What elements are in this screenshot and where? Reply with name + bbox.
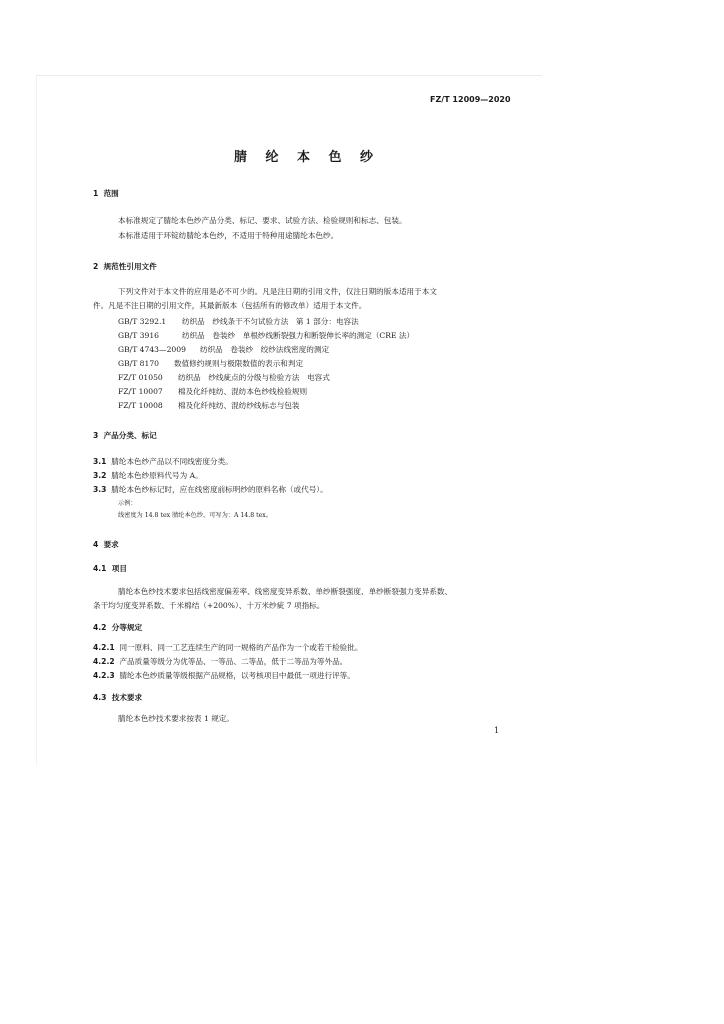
section-title: 范围 <box>103 189 119 198</box>
paragraph: 腈纶本色纱技术要求按表 1 规定。 <box>118 714 234 723</box>
section-2-heading <box>93 262 157 272</box>
clause-text: 腈纶本色纱原料代号为 A。 <box>111 471 203 480</box>
subsection-number: 4.3 <box>93 693 107 702</box>
reference-title: 棉及化纤纯纺、混纺纱线标志与包装 <box>178 401 300 410</box>
document-title: 腈 纶 本 色 纱 <box>233 150 381 165</box>
clause-number: 3.2 <box>93 471 107 480</box>
clause-number: 4.2.3 <box>93 671 115 680</box>
subsection-4-1-heading <box>93 564 127 574</box>
reference-code: FZ/T 01050 <box>118 373 163 382</box>
clause-number: 3.1 <box>93 457 107 466</box>
reference-title: 纺织品 卷装纱 单根纱线断裂强力和断裂伸长率的测定（CRE 法） <box>182 331 415 340</box>
reference-title: 纺织品 纱线条干不匀试验方法 第 1 部分：电容法 <box>182 317 359 326</box>
section-number: 3 <box>93 431 99 440</box>
page-edge-top <box>36 75 542 76</box>
clause-3-1 <box>93 457 233 467</box>
subsection-title: 项目 <box>111 564 127 573</box>
subsection-4-2-heading <box>93 623 142 633</box>
clause-number: 4.2.1 <box>93 643 115 652</box>
clause-3-3 <box>93 485 328 495</box>
clause-3-2 <box>93 471 203 481</box>
section-number: 1 <box>93 189 99 198</box>
paragraph: 本标准适用于环锭纺腈纶本色纱，不适用于特种用途腈纶本色纱。 <box>118 231 339 240</box>
reference-title: 纺织品 卷装纱 绞纱法线密度的测定 <box>200 345 330 354</box>
clause-4-2-3 <box>93 671 355 681</box>
reference-code: GB/T 3916 <box>118 331 160 340</box>
section-title: 要求 <box>103 540 119 549</box>
paragraph: 腈纶本色纱技术要求包括线密度偏差率、线密度变异系数、单纱断裂强度、单纱断裂强力变异系数、 <box>118 587 453 596</box>
reference-code: GB/T 4743—2009 <box>118 345 186 354</box>
clause-number: 4.2.2 <box>93 657 115 666</box>
subsection-title: 分等规定 <box>111 623 143 632</box>
example-label: 示例： <box>118 500 137 507</box>
reference-code: GB/T 8170 <box>118 359 160 368</box>
subsection-number: 4.2 <box>93 623 107 632</box>
clause-text: 腈纶本色纱标记时，应在线密度前标明纱的原料名称（或代号）。 <box>111 485 328 494</box>
page-number: 1 <box>494 726 500 735</box>
reference-item <box>118 330 414 341</box>
paragraph: 下列文件对于本文件的应用是必不可少的。凡是注日期的引用文件，仅注日期的版本适用于本文 <box>118 287 437 296</box>
reference-code: FZ/T 10008 <box>118 401 163 410</box>
section-title: 产品分类、标记 <box>103 431 157 440</box>
reference-item <box>118 316 359 327</box>
reference-title: 棉及化纤纯纺、混纺本色纱线检验规则 <box>178 387 308 396</box>
section-3-heading <box>93 431 157 441</box>
subsection-number: 4.1 <box>93 564 107 573</box>
reference-title: 纺织品 纱线疵点的分级与检验方法 电容式 <box>178 373 330 382</box>
paragraph: 件。凡是不注日期的引用文件，其最新版本（包括所有的修改单）适用于本文件。 <box>93 301 367 310</box>
clause-text: 腈纶本色纱产品以不同线密度分类。 <box>111 457 233 466</box>
subsection-title: 技术要求 <box>111 693 143 702</box>
standard-code: FZ/T 12009—2020 <box>430 95 511 104</box>
clause-text: 产品质量等级分为优等品、一等品、二等品，低于二等品为等外品。 <box>119 657 348 666</box>
section-4-heading <box>93 540 119 550</box>
reference-code: GB/T 3292.1 <box>118 317 167 326</box>
reference-item <box>118 358 303 369</box>
example-text: 线密度为 14.8 tex 腈纶本色纱，可写为：A 14.8 tex。 <box>118 512 272 519</box>
clause-4-2-1 <box>93 643 362 653</box>
reference-item <box>118 344 329 355</box>
clause-number: 3.3 <box>93 485 107 494</box>
paragraph: 本标准规定了腈纶本色纱产品分类、标记、要求、试验方法、检验规则和标志、包装。 <box>118 216 407 225</box>
subsection-4-3-heading <box>93 693 142 703</box>
reference-item <box>118 386 307 397</box>
page-edge-left <box>36 75 37 765</box>
section-number: 4 <box>93 540 99 549</box>
reference-item <box>118 400 300 411</box>
clause-4-2-2 <box>93 657 347 667</box>
clause-text: 腈纶本色纱质量等级根据产品规格，以考核项目中最低一项进行评等。 <box>119 671 355 680</box>
reference-title: 数值修约规则与极限数值的表示和判定 <box>174 359 304 368</box>
paragraph: 条干均匀度变异系数、千米棉结（+200%）、十万米纱疵 7 项指标。 <box>93 601 325 610</box>
reference-code: FZ/T 10007 <box>118 387 163 396</box>
section-title: 规范性引用文件 <box>103 262 157 271</box>
reference-item <box>118 372 330 383</box>
section-number: 2 <box>93 262 99 271</box>
clause-text: 同一原料、同一工艺连续生产的同一规格的产品作为一个或若干检验批。 <box>119 643 363 652</box>
section-1-heading <box>93 189 119 199</box>
